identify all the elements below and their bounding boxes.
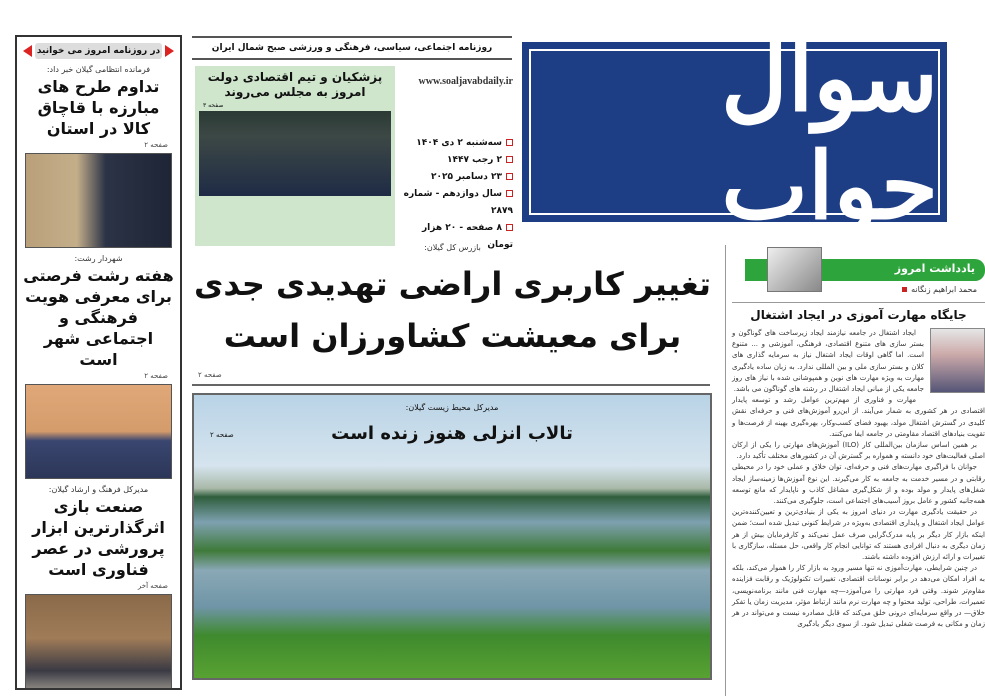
- website[interactable]: www.soaljavabdaily.ir: [418, 76, 513, 87]
- mayor-photo: [25, 384, 172, 479]
- kicker: فرمانده انتظامی گیلان خبر داد:: [46, 65, 151, 74]
- issue-info-item: سه‌شنبه ۲ دی ۱۴۰۴: [400, 135, 513, 152]
- issue-info-item: ۲۳ دسامبر ۲۰۲۵: [400, 169, 513, 186]
- headline[interactable]: تداوم طرح های مبارزه با قاچاق کالا در استان: [37, 77, 160, 138]
- featured-headline-line1: پزشکیان و تیم اقتصادی دولت: [207, 70, 383, 84]
- page-ref: صفحه ۲: [144, 372, 168, 380]
- index-item[interactable]: [23, 485, 174, 690]
- arrow-left-icon: [23, 45, 32, 57]
- arrow-right-icon: [165, 45, 174, 57]
- issue-info-item: ۸ صفحه - ۲۰ هزار تومان: [421, 223, 513, 250]
- kicker: مدیرکل فرهنگ و ارشاد گیلان:: [48, 485, 149, 494]
- left-column-index: [15, 35, 182, 690]
- editorial-column: [725, 245, 985, 696]
- main-headline[interactable]: تغییر کاربری اراضی تهدیدی جدی برای معیشت کشاورزان است: [194, 265, 711, 355]
- bullet-icon: [506, 156, 513, 163]
- main-kicker: بازرس کل گیلان:: [424, 243, 481, 252]
- page-ref: صفحه ۲: [144, 141, 168, 149]
- divider: [192, 384, 710, 386]
- headline[interactable]: صنعت بازی اثرگذارترین ابزار پرورشی در عصر فناوری است: [32, 497, 165, 579]
- issue-info-item: سال دوازدهم - شماره ۲۸۷۹: [403, 189, 513, 216]
- headline[interactable]: هفته رشت فرصتی برای معرفی هویت فرهنگی و اجتماعی شهر است: [23, 266, 174, 369]
- issue-info: [400, 135, 513, 254]
- featured-headline-line2: امروز به مجلس می‌روند: [224, 85, 366, 99]
- page-ref: صفحه ۳: [203, 102, 224, 109]
- photo-headline: تالاب انزلی هنوز زنده است: [331, 423, 573, 444]
- column-body: ایجاد اشتغال در جامعه نیازمند ایجاد زیرساخت های گوناگون و بستر سازی های متنوع اقتصادی، فرهنگی، آموزشی و ... متنوع است. اما گاهی اوقات ایجاد اشتغال نیاز به سرمایه گذاری های کلان و بستر سازی ملی و بین المللی ندارد. به زبان ساده یادگیری مهارت به ویژه مهارت های نوین و همپوشانی شده با نیاز های روز جامعه یکی از مبانی ایجاد اشتغال در رشته های گوناگون می باشد. مهارت و فناوری از مهم‌ترین عوامل رشد و توسعه پایدار اقتصادی در هر کشوری به شمار می‌آیند. از این‌رو آموزش‌های فنی و حرفه‌ای نقش کلیدی در گسترش اشتغال مولد، بهبود فضای کسب‌وکار، بهره‌گیری بهینه از فرصت‌ها و تقویت بنیادهای اقتصاد مقاومتی در جامعه ایفا می‌کنند. بر همین اساس سازمان بین‌المللی کار (ILO) آموزش‌های مهارتی را یکی از ارکان اصلی فعالیت‌های خود دانسته و همواره بر گسترش آن در کشورهای مختلف تأکید دارد. جوانان با فراگیری مهارت‌های فنی و حرفه‌ای، توان خلاق و عملی خود را در محیطی رقابتی و در مسیر خدمت به جامعه به کار می‌گیرند. این نوع آموزش‌ها زمینه‌ساز ایجاد شغل‌های پایدار و مولد بوده و از شکل‌گیری مشاغل کاذب و ناپایدار که مانع توسعه همه‌جانبه کشور و عامل بروز آسیب‌های اجتماعی است، جلوگیری می‌کنند. در حقیقت یادگیری مهارت در دنیای امروز به یکی از بنیادی‌ترین و تعیین‌کننده‌ترین عوامل ایجاد اشتغال و پایداری اقتصادی به‌ویژه در شرایط کنونی تبدیل شده است؛ ضمن اینکه بازار کار دیگر بر پایه مدرک‌گرایی صرف عمل نمی‌کند و کارفرمایان بیش از هر زمان دیگری به دنبال افرادی هستند که توانایی انجام کار واقعی، حل مسئله، سازگاری با تغییرات و ارائه ارزش افزوده داشته باشند. در چنین شرایطی، مهارت‌آموزی نه تنها مسیر ورود به بازار کار را هموار می‌کند، بلکه به افراد امکان می‌دهد در برابر نوسانات اقتصادی، تغییرات تکنولوژیک و رقابت فزاینده مقاوم‌تر شوند. وقتی فرد مهارتی را می‌آموزد—چه مهارت فنی مانند برنامه‌نویسی، تعمیرات، طراحی، تولید محتوا و چه مهارت نرم مانند ارتباط مؤثر، مدیریت زمان یا تفکر خلاق— در واقع سرمایه‌ای درونی خلق می‌کند که قابل مصادره نیست و می‌تواند در هر زمان و مکانی به فرصت شغلی تبدیل شود. از سوی دیگر یادگیری: [732, 329, 985, 629]
- page-ref: صفحه ۲: [210, 431, 234, 439]
- parliament-photo: [199, 111, 391, 196]
- issue-info-item: ۲ رجب ۱۴۴۷: [400, 152, 513, 169]
- photo-kicker: مدیرکل محیط زیست گیلان:: [405, 403, 499, 412]
- anzali-wetland-photo[interactable]: [192, 393, 712, 680]
- pen-hand-icon: [767, 247, 822, 292]
- author-photo: [930, 328, 985, 393]
- bullet-icon: [506, 224, 513, 231]
- bullet-icon: [506, 139, 513, 146]
- author: محمد ابراهیم زنگانه: [732, 285, 977, 294]
- featured-story[interactable]: [195, 66, 395, 246]
- section-header: یادداشت امروز: [745, 259, 985, 281]
- kicker: شهردار رشت:: [74, 254, 123, 263]
- main-page-ref: صفحه ۲: [198, 371, 222, 379]
- culture-director-photo: [25, 594, 172, 690]
- page-ref: صفحه آخر: [137, 582, 168, 590]
- tagline: روزنامه اجتماعی، سیاسی، فرهنگی و ورزشی صبح شمال ایران: [192, 36, 512, 60]
- bullet-icon: [506, 190, 513, 197]
- bullet-icon: [506, 173, 513, 180]
- index-item[interactable]: [23, 254, 174, 479]
- column-title[interactable]: جایگاه مهارت آموزی در ایجاد اشتغال: [732, 302, 985, 322]
- police-commander-photo: [25, 153, 172, 248]
- index-label: در روزنامه امروز می خوانید: [35, 43, 162, 59]
- newspaper-logo: سوال جواب: [522, 42, 947, 222]
- index-item[interactable]: [23, 65, 174, 248]
